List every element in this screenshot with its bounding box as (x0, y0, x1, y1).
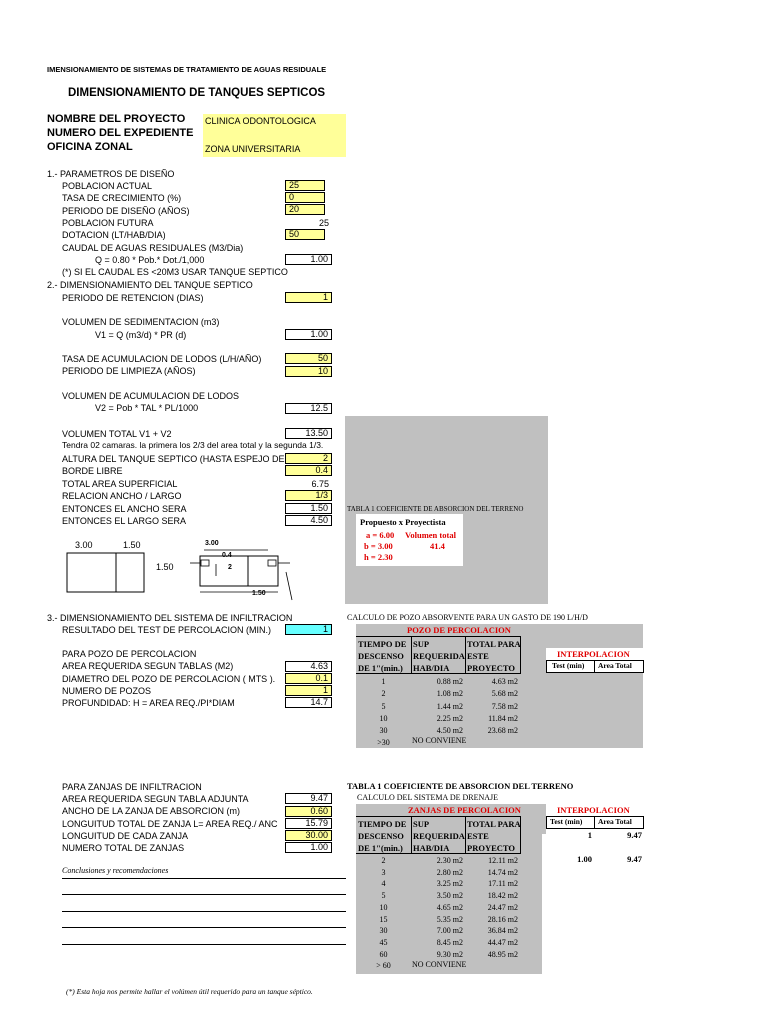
zanja-row-7-sup: 7.00 m2 (436, 926, 463, 936)
zanja-col-total (467, 855, 518, 960)
zanja-row-4-tiempo: 5 (381, 891, 386, 901)
zanja-interp-r2a: 1.00 (577, 854, 592, 864)
zanja-row-5-total: 24.47 m2 (487, 902, 518, 912)
dim-c-label: 1.50 (156, 562, 174, 572)
ancho-value: 1.50 (285, 503, 332, 514)
ancho-label: ENTONCES EL ANCHO SERA (62, 504, 187, 514)
pozo-interp-h1: Test (min) (552, 661, 585, 670)
caudal-note: (*) SI EL CAUDAL ES <20M3 USAR TANQUE SEPTICO (62, 267, 288, 277)
tabla-abs-a: a = 6.00 (366, 530, 395, 540)
limpieza-label: PERIODO DE LIMPIEZA (AÑOS) (62, 366, 196, 376)
zanja-long-total-value: 15.79 (285, 818, 332, 829)
largo-label: ENTONCES EL LARGO SERA (62, 516, 187, 526)
zanja-row-5-sup: 4.65 m2 (436, 902, 463, 912)
zanja-row-8-tiempo: 45 (379, 937, 388, 947)
tank-section-diagram (186, 542, 296, 604)
zanja-row-3-total: 17.11 m2 (488, 879, 518, 889)
dotacion-input[interactable]: 50 (285, 229, 325, 240)
profundidad-label: PROFUNDIDAD: H = AREA REQ./PI*DIAM (62, 698, 235, 708)
area-req-value: 4.63 (285, 661, 332, 672)
zanja-num-label: NUMERO TOTAL DE ZANJAS (62, 843, 185, 853)
conclusion-line-1[interactable] (62, 878, 346, 879)
zanja-header-tiempo: TIEMPO DE DESCENSO DE 1"(min.) (358, 819, 407, 853)
pozo-calc-title: CALCULO DE POZO ABSORVENTE PARA UN GASTO DE 190 L/H/D (347, 613, 588, 622)
zanja-interp-r1a: 1 (587, 830, 592, 840)
diametro-input[interactable]: 0.1 (285, 673, 332, 684)
oficina-label: OFICINA ZONAL (47, 141, 133, 153)
tabla-abs-prop: Propuesto x Proyectista (360, 517, 446, 527)
borde-input[interactable]: 0.4 (285, 465, 332, 476)
project-name-value[interactable]: CLINICA ODONTOLOGICA (205, 116, 316, 126)
pozo-row-5-sup: 4.50 m2 (436, 726, 463, 736)
area-req-label: AREA REQUERIDA SEGUN TABLAS (M2) (62, 661, 234, 671)
pozo-header-tiempo: TIEMPO DE DESCENSO DE 1"(min.) (358, 639, 407, 673)
zanja-row-7-total: 36.84 m2 (487, 926, 518, 936)
zanja-row-4-sup: 3.50 m2 (436, 891, 463, 901)
pozo-col-total (467, 676, 518, 737)
v2-value: 12.5 (285, 403, 332, 414)
zanja-row-1-total: 12.11 m2 (488, 856, 518, 865)
pozo-row-2-sup: 1.08 m2 (436, 689, 463, 699)
zanja-row-10-sup: NO CONVIENE (412, 960, 467, 969)
pozo-row-5-tiempo: 30 (379, 726, 388, 736)
section1-title: 1.- PARAMETROS DE DISEÑO (47, 169, 175, 179)
largo-value: 4.50 (285, 515, 332, 526)
poblacion-label: POBLACION ACTUAL (62, 181, 153, 191)
relacion-label: RELACION ANCHO / LARGO (62, 491, 182, 501)
pozo-row-1-tiempo: 1 (381, 677, 386, 686)
pozo-interp-title: INTERPOLACION (557, 649, 630, 659)
dim-b-label: 1.50 (123, 540, 141, 550)
pozo-interp-h2: Area Total (598, 661, 632, 670)
tabla-abs-b: b = 3.00 (364, 541, 393, 551)
zanja-row-7-tiempo: 30 (379, 926, 388, 936)
zanja-row-5-tiempo: 10 (379, 902, 388, 912)
dim-top-label: 3.00 (205, 540, 219, 547)
pozo-row-3-tiempo: 5 (381, 701, 386, 711)
pozo-row-6-tiempo: >30 (377, 738, 390, 748)
pozo-col-sup (413, 676, 463, 737)
zanja-interp-title: INTERPOLACION (557, 805, 630, 815)
zanja-row-6-total: 28.16 m2 (487, 914, 518, 924)
q-formula: Q = 0.80 * Pob.* Dot./1,000 (95, 255, 205, 265)
zanja-header-sup: SUP REQUERIDA HAB/DIA (413, 819, 465, 853)
sheet-header: IMENSIONAMIENTO DE SISTEMAS DE TRATAMIENTO DE AGUAS RESIDUALE (47, 65, 327, 74)
dotacion-label: DOTACION (LT/HAB/DIA) (62, 230, 166, 240)
zanja-row-8-sup: 8.45 m2 (436, 937, 463, 947)
tabla-abs-vol-value: 41.4 (430, 541, 445, 551)
zanja-row-3-sup: 3.25 m2 (436, 879, 463, 889)
altura-label: ALTURA DEL TANQUE SEPTICO (HASTA ESPEJO DE (62, 454, 285, 464)
v2-formula: V2 = Pob * TAL * PL/1000 (95, 403, 199, 413)
zanja-area-label: AREA REQUERIDA SEGUN TABLA ADJUNTA (62, 794, 249, 804)
zanja-row-1-sup: 2.30 m2 (436, 856, 463, 865)
limpieza-input[interactable]: 10 (285, 366, 332, 377)
oficina-value[interactable]: ZONA UNIVERSITARIA (205, 144, 301, 154)
pozo-row-4-total: 11.84 m2 (488, 713, 518, 723)
zanja-ancho-input[interactable]: 0.60 (285, 806, 332, 817)
zanja-row-6-tiempo: 15 (379, 914, 388, 924)
pozo-row-4-tiempo: 10 (379, 713, 388, 723)
conclusion-line-2[interactable] (62, 894, 346, 895)
zanja-row-2-total: 14.74 m2 (487, 867, 518, 877)
zanja-long-cada-input[interactable]: 30.00 (285, 830, 332, 841)
test-label: RESULTADO DEL TEST DE PERCOLACION (MIN.) (62, 625, 272, 635)
zanja-num-value: 1.00 (285, 842, 332, 853)
pozo-row-4-sup: 2.25 m2 (436, 713, 463, 723)
pozo-row-1-total: 4.63 m2 (491, 677, 518, 686)
num-pozos-input[interactable]: 1 (285, 685, 332, 696)
zanja-table-title: ZANJAS DE PERCOLACION (408, 805, 521, 815)
q-value: 1.00 (285, 254, 332, 265)
pozo-row-2-tiempo: 2 (381, 689, 386, 699)
zanja-row-9-sup: 9.30 m2 (436, 949, 463, 959)
zanja-header-total: TOTAL PARA ESTE PROYECTO (467, 819, 521, 853)
zanja-interp-h2: Area Total (598, 817, 632, 826)
zanja-calc-title: CALCULO DEL SISTEMA DE DRENAJE (357, 793, 499, 802)
pozo-row-5-total: 23.68 m2 (487, 726, 518, 736)
pozo-row-3-total: 7.58 m2 (491, 701, 518, 711)
pozo-header-sup: SUP REQUERIDA HAB/DIA (413, 639, 465, 673)
zanja-row-8-total: 44.47 m2 (487, 937, 518, 947)
tabla-abs-vol-label: Volumen total (405, 530, 456, 540)
footer-note: (*) Esta hoja nos permite hallar el volúmen útil requerido para un tanque séptico. (66, 987, 313, 996)
relacion-input[interactable]: 1/3 (285, 490, 332, 501)
pozo-label: PARA POZO DE PERCOLACION (62, 649, 197, 659)
diametro-label: DIAMETRO DEL POZO DE PERCOLACION ( MTS ). (62, 674, 276, 684)
zanja-interp-r2b: 9.47 (627, 854, 642, 864)
dim-bottom-label: 1.50 (252, 590, 266, 597)
camaras-note: Tendra 02 camaras. la primera los 2/3 del area total y la segunda 1/3. (62, 440, 324, 450)
zanja-row-6-sup: 5.35 m2 (436, 914, 463, 924)
altura-input[interactable]: 2 (285, 453, 332, 464)
tabla-abs-h: h = 2.30 (364, 552, 393, 562)
zanja-tabla-title: TABLA 1 COEFICIENTE DE ABSORCION DEL TERRENO (347, 781, 574, 791)
tasa-label: TASA DE CRECIMIENTO (%) (62, 193, 182, 203)
dim-2-label: 2 (228, 564, 232, 571)
tank-plan-diagram (66, 552, 146, 594)
tabla-abs-title: TABLA 1 COEFICIENTE DE ABSORCION DEL TERRENO (347, 505, 524, 513)
futura-label: POBLACION FUTURA (62, 218, 154, 228)
poblacion-input[interactable]: 25 (285, 180, 325, 191)
periodo-input[interactable]: 20 (285, 204, 325, 215)
caudal-label: CAUDAL DE AGUAS RESIDUALES (M3/Dia) (62, 243, 244, 253)
zanja-row-4-total: 18.42 m2 (487, 891, 518, 901)
section3-title: 3.- DIMENSIONAMIENTO DEL SISTEMA DE INFILTRACION (47, 613, 293, 623)
conclusion-line-3[interactable] (62, 911, 346, 912)
zanja-long-cada-label: LONGUITUD DE CADA ZANJA (62, 831, 189, 841)
retencion-input[interactable]: 1 (285, 292, 332, 303)
dim-a-label: 3.00 (75, 540, 93, 550)
conclusiones-label: Conclusiones y recomendaciones (62, 866, 169, 875)
v1-value: 1.00 (285, 329, 332, 340)
zanja-ancho-label: ANCHO DE LA ZANJA DE ABSORCION (m) (62, 806, 241, 816)
project-name-label: NOMBRE DEL PROYECTO (47, 113, 186, 125)
test-input[interactable]: 1 (285, 624, 332, 635)
zanja-col-sup (413, 855, 463, 960)
zanja-col-tiempo (356, 855, 411, 972)
tal-label: TASA DE ACUMULACION DE LODOS (L/H/AÑO) (62, 354, 262, 364)
v1-formula: V1 = Q (m3/d) * PR (d) (95, 330, 187, 340)
pozo-header-total: TOTAL PARA ESTE PROYECTO (467, 639, 521, 673)
zanja-interp-h1: Test (min) (550, 817, 583, 826)
zanja-row-3-tiempo: 4 (381, 879, 386, 889)
vtotal-value: 13.50 (285, 428, 332, 439)
expediente-label: NUMERO DEL EXPEDIENTE (47, 127, 194, 139)
periodo-label: PERIODO DE DISEÑO (AÑOS) (62, 206, 190, 216)
vtotal-label: VOLUMEN TOTAL V1 + V2 (62, 429, 172, 439)
conclusion-line-4[interactable] (62, 927, 346, 928)
vsed-label: VOLUMEN DE SEDIMENTACION (m3) (62, 317, 220, 327)
zanja-row-9-total: 48.95 m2 (487, 949, 518, 959)
pozo-row-2-total: 5.68 m2 (491, 689, 518, 699)
pozo-row-3-sup: 1.44 m2 (436, 701, 463, 711)
tal-input[interactable]: 50 (285, 353, 332, 364)
zanja-row-9-tiempo: 60 (379, 949, 388, 959)
zanja-row-2-sup: 2.80 m2 (436, 867, 463, 877)
profundidad-value: 14.7 (285, 697, 332, 708)
zanja-area-value: 9.47 (285, 793, 332, 804)
pozo-row-1-sup: 0.88 m2 (436, 677, 463, 686)
zanja-long-total-label: LONGUITUD TOTAL DE ZANJA L= AREA REQ./ ANC (62, 819, 278, 829)
zanja-row-2-tiempo: 3 (381, 867, 386, 877)
pozo-row-6-sup: NO CONVIENE (412, 736, 467, 745)
page-title: DIMENSIONAMIENTO DE TANQUES SEPTICOS (68, 87, 326, 99)
area-sup-value: 6.75 (311, 479, 329, 489)
zanja-row-1-tiempo: 2 (381, 856, 386, 865)
futura-value: 25 (318, 218, 329, 228)
pozo-table-title: POZO DE PERCOLACION (407, 625, 511, 635)
vacum-label: VOLUMEN DE ACUMULACION DE LODOS (62, 391, 240, 401)
num-pozos-label: NUMERO DE POZOS (62, 686, 152, 696)
zanja-interp-r1b: 9.47 (627, 830, 642, 840)
area-sup-label: TOTAL AREA SUPERFICIAL (62, 479, 178, 489)
retencion-label: PERIODO DE RETENCION (DIAS) (62, 293, 204, 303)
zanja-row-10-tiempo: > 60 (376, 961, 391, 971)
conclusion-line-5[interactable] (62, 944, 346, 945)
borde-label: BORDE LIBRE (62, 466, 123, 476)
dim-04-label: 0.4 (222, 552, 232, 559)
zanjas-label: PARA ZANJAS DE INFILTRACION (62, 782, 202, 792)
section2-title: 2.- DIMENSIONAMIENTO DEL TANQUE SEPTICO (47, 280, 253, 290)
tasa-input[interactable]: 0 (285, 192, 325, 203)
pozo-col-tiempo (356, 676, 411, 750)
